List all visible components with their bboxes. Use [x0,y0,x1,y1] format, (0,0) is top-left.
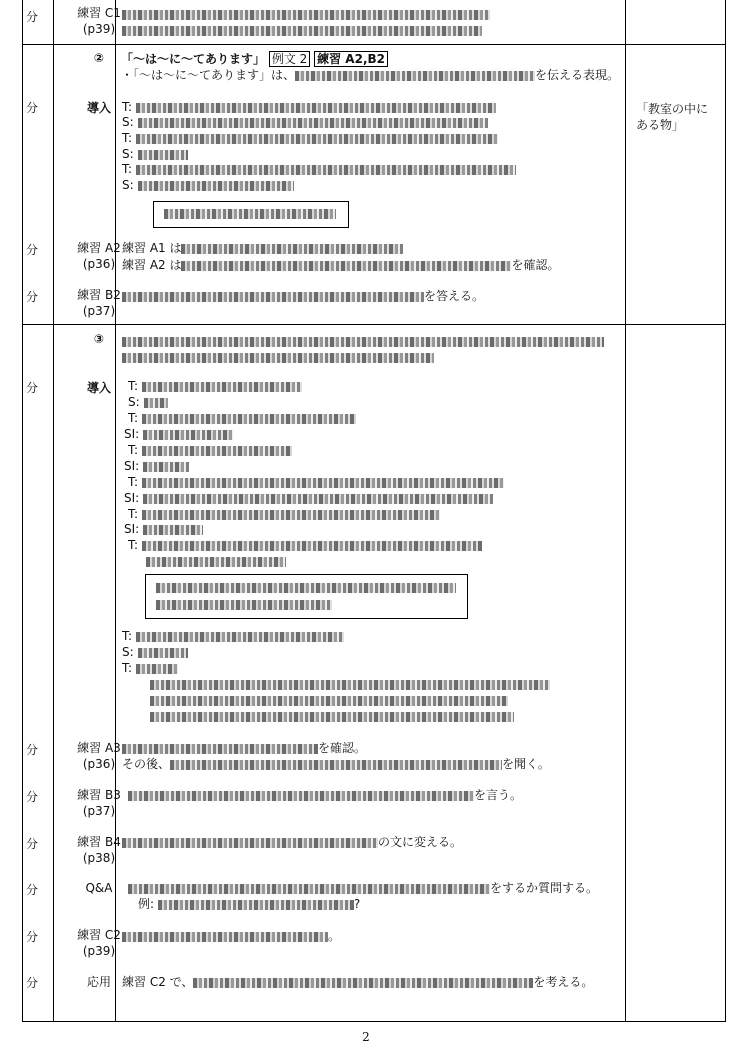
text-suffix: を答える。 [424,289,485,303]
exercise-label: 練習 A3 [77,741,121,755]
exercise-label: 応用 [86,975,111,989]
example-box [145,574,468,619]
redacted-text [122,6,490,22]
minute-label: 分 [26,790,39,804]
dialogue-line [122,628,344,644]
dialogue-line [122,146,188,162]
dialogue-line [128,506,440,522]
row-divider [23,44,725,45]
speaker: SI: [124,459,140,473]
column-divider [115,0,116,1021]
dialogue-line [124,426,233,442]
intro-label: 導入 [86,381,111,395]
speaker: T: [122,629,133,643]
exercise-label: 練習 B2 [77,288,121,302]
redacted-text [122,333,604,349]
speaker: S: [122,147,134,161]
column-divider [53,0,54,1021]
speaker: SI: [124,427,140,441]
exercise-text [122,834,462,850]
exercise-text [122,928,340,944]
dialogue-line [150,708,514,724]
note-text: 「教室の中に ある物」 [636,102,709,132]
minute-label: 分 [26,243,39,257]
speaker: S: [122,178,134,192]
example-line [138,896,360,912]
section-heading [121,51,388,67]
speaker: S: [128,395,140,409]
description-suffix: を伝える表現。 [535,68,620,82]
text-prefix: その後、 [122,757,171,771]
redacted-text [122,22,482,38]
speaker: T: [122,100,133,114]
exercise-text [128,787,522,803]
speaker: T: [128,443,139,457]
text-suffix: を確認。 [511,258,560,272]
dialogue-line [122,177,294,193]
exercise-text [122,740,366,756]
text-suffix: を考える。 [533,975,594,989]
speaker: SI: [124,522,140,536]
dialogue-line [128,394,168,410]
reference-box: 練習 A2,B2 [314,51,388,67]
speaker: T: [128,538,139,552]
text-suffix: を聞く。 [502,757,550,771]
minute-label: 分 [26,837,39,851]
speaker: T: [128,379,139,393]
dialogue-line [122,161,516,177]
speaker: S: [122,645,134,659]
minute-label: 分 [26,290,39,304]
dialogue-line [128,378,302,394]
speaker: T: [122,162,133,176]
page-number: 2 [362,1030,370,1044]
exercise-label: 練習 C1 [77,6,121,20]
exercise-page: (p36) [82,757,116,771]
exercise-label: 練習 C2 [77,928,121,942]
exercise-page: (p37) [82,304,116,318]
exercise-page: (p39) [82,22,116,36]
text-prefix: 練習 A2 は [122,258,182,272]
text-suffix: の文に変える。 [378,835,463,849]
minute-label: 分 [26,930,39,944]
exercise-text [122,240,403,256]
speaker: T: [128,411,139,425]
dialogue-line [122,644,188,660]
exercise-text [122,257,560,273]
exercise-label: 練習 B4 [77,835,121,849]
text-prefix: 例: [138,897,155,911]
speaker: T: [122,131,133,145]
minute-label: 分 [26,10,39,24]
speaker: S: [122,115,134,129]
dialogue-line [122,99,496,115]
text-suffix: をするか質問する。 [490,881,599,895]
dialogue-line [124,458,189,474]
text-suffix: を確認。 [318,741,367,755]
dialogue-line [128,537,482,553]
exercise-page: (p38) [82,851,116,865]
dialogue-line [128,474,504,490]
exercise-label: Q&A [85,881,113,895]
dialogue-line [150,676,550,692]
dialogue-line [128,410,356,426]
exercise-text [122,756,550,772]
text-prefix: 練習 A1 は [122,241,182,255]
dialogue-line [122,114,488,130]
exercise-text [122,288,484,304]
speaker: SI: [124,491,140,505]
speaker: T: [128,507,139,521]
exercise-page: (p37) [82,804,116,818]
exercise-label: 練習 B3 [77,788,121,802]
dialogue-line [128,442,292,458]
dialogue-line [150,692,508,708]
section-number: ② [93,51,105,65]
example-box [153,201,349,228]
text-prefix: 練習 C2 で、 [122,975,194,989]
speaker: T: [128,475,139,489]
exercise-text [128,880,598,896]
section-number: ③ [93,332,105,346]
dialogue-line [146,553,286,569]
minute-label: 分 [26,743,39,757]
dialogue-line [122,130,498,146]
redacted-text [122,349,434,365]
exercise-page: (p36) [82,257,116,271]
text-suffix: ? [353,897,361,911]
minute-label: 分 [26,101,39,115]
reference-box: 例文 2 [269,51,310,67]
minute-label: 分 [26,976,39,990]
grammar-pattern: 「～は～に～てあります」 [121,52,266,66]
exercise-label: 練習 A2 [77,241,121,255]
description-line [121,67,619,83]
minute-label: 分 [26,381,39,395]
text-suffix: 。 [328,929,341,943]
intro-label: 導入 [86,101,111,115]
exercise-text [122,974,593,990]
column-divider [625,0,626,1021]
dialogue-line [124,521,203,537]
dialogue-line [124,490,493,506]
minute-label: 分 [26,883,39,897]
speaker: T: [122,661,133,675]
dialogue-line [122,660,178,676]
text-suffix: を言う。 [474,788,523,802]
row-divider [23,324,725,325]
exercise-page: (p39) [82,944,116,958]
description-prefix: ・「～は～に～てあります」は、 [121,68,296,82]
